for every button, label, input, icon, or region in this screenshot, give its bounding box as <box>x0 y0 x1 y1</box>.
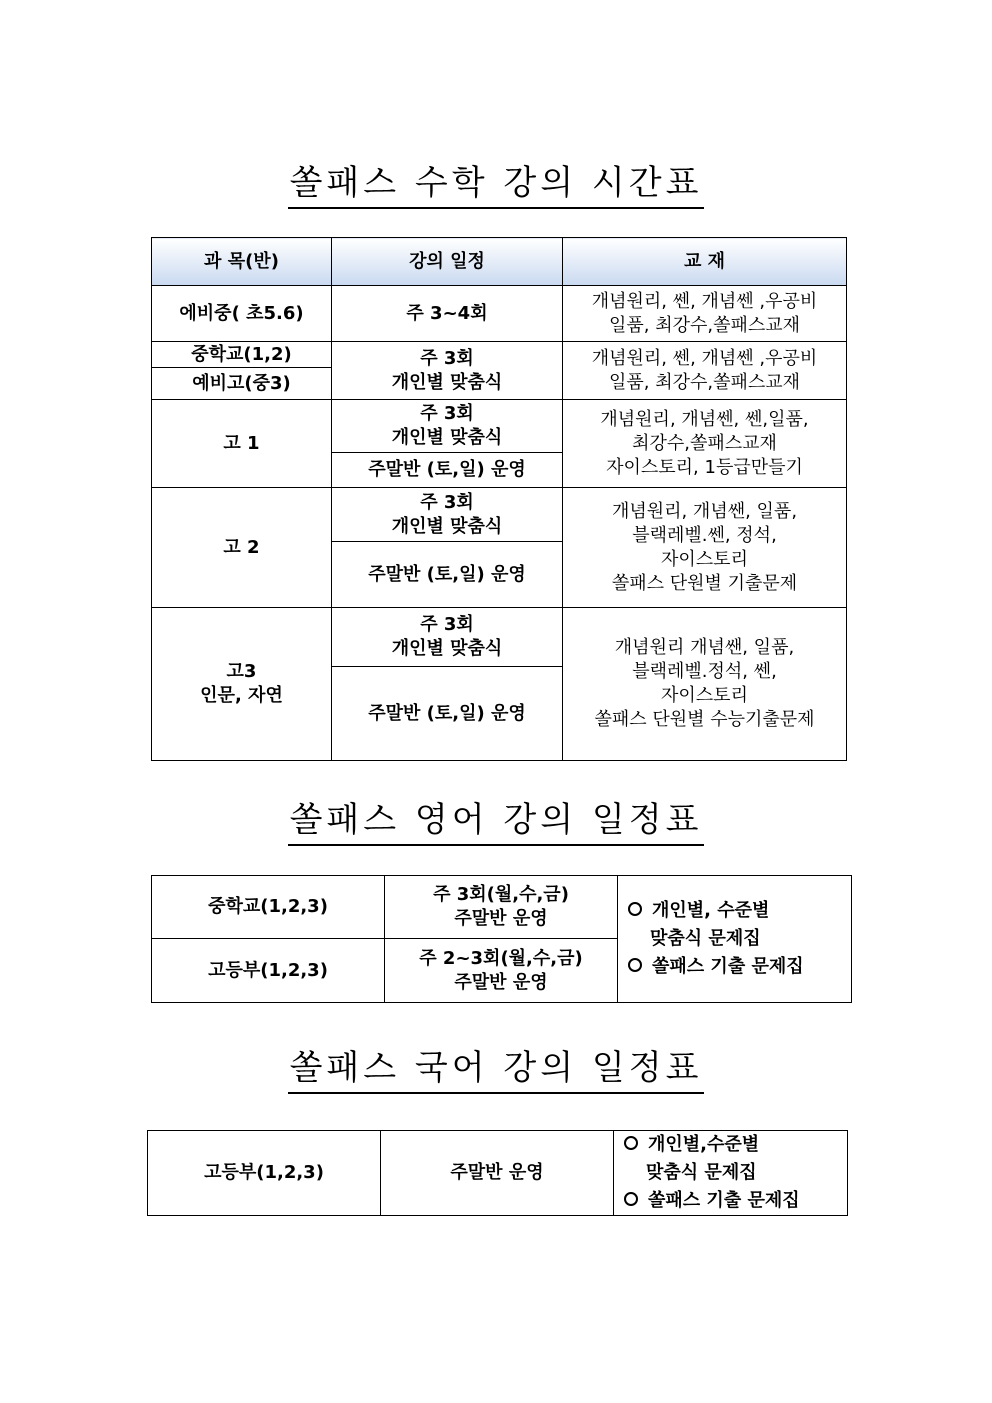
table-row <box>148 1131 848 1216</box>
header-subject: 과 목(반) <box>152 238 332 286</box>
textbook-cell: 개념원리, 개념쎈, 쎈,일품, 최강수,쏠패스교재 자이스토리, 1등급만들기 <box>563 400 847 488</box>
table-row <box>152 400 847 453</box>
textbook-cell: 개념원리, 쎈, 개념쎈 ,우공비 일품, 최강수,쏠패스교재 <box>563 342 847 400</box>
schedule-cell: 주말반 운영 <box>381 1131 614 1216</box>
table-row <box>152 342 847 368</box>
textbook-cell: 개념원리, 개념쌘, 일품, 블랙레벨.쎈, 정석, 자이스토리 쏠패스 단원별 기출문제 <box>563 488 847 608</box>
subject-cell: 예비고(중3) <box>152 368 332 400</box>
level-cell: 고등부(1,2,3) <box>152 939 385 1003</box>
bullet-icon <box>628 958 642 972</box>
bullet-icon <box>628 902 642 916</box>
textbook-cell: 개인별,수준별 맞춤식 문제집 쏠패스 기출 문제집 <box>614 1131 848 1216</box>
korean-schedule-table <box>147 1130 848 1216</box>
schedule-cell: 주 3회 개인별 맞춤식 <box>332 342 563 400</box>
schedule-cell: 주 3회 개인별 맞춤식 <box>332 608 563 667</box>
subject-cell: 중학교(1,2) <box>152 342 332 368</box>
subject-cell: 에비중( 초5.6) <box>152 286 332 342</box>
weekend-cell: 주말반 (토,일) 운영 <box>332 542 563 608</box>
level-cell: 고등부(1,2,3) <box>148 1131 381 1216</box>
english-title: 쏠패스 영어 강의 일정표 <box>0 792 992 841</box>
schedule-cell: 주 3회(월,수,금) 주말반 운영 <box>385 876 618 939</box>
schedule-cell: 주 3~4회 <box>332 286 563 342</box>
textbook-cell: 개인별, 수준별 맞춤식 문제집 쏠패스 기출 문제집 <box>618 876 852 1003</box>
schedule-cell: 주 2~3회(월,수,금) 주말반 운영 <box>385 939 618 1003</box>
math-title: 쏠패스 수학 강의 시간표 <box>0 155 992 204</box>
table-header-row <box>152 238 847 286</box>
table-row <box>152 286 847 342</box>
bullet-icon <box>624 1192 638 1206</box>
english-schedule-table <box>151 875 852 1003</box>
schedule-cell: 주 3회 개인별 맞춤식 <box>332 400 563 453</box>
textbook-cell: 개념원리 개념쌘, 일품, 블랙레벨.정석, 쎈, 자이스토리 쏠패스 단원별 수능기출문제 <box>563 608 847 761</box>
bullet-icon <box>624 1136 638 1150</box>
table-row <box>152 876 852 939</box>
table-row <box>152 488 847 542</box>
level-cell: 중학교(1,2,3) <box>152 876 385 939</box>
korean-title: 쏠패스 국어 강의 일정표 <box>0 1040 992 1089</box>
schedule-cell: 주 3회 개인별 맞춤식 <box>332 488 563 542</box>
weekend-cell: 주말반 (토,일) 운영 <box>332 453 563 488</box>
math-schedule-table <box>151 237 847 761</box>
subject-cell: 고3 인문, 자연 <box>152 608 332 761</box>
header-textbook: 교 재 <box>563 238 847 286</box>
header-schedule: 강의 일정 <box>332 238 563 286</box>
weekend-cell: 주말반 (토,일) 운영 <box>332 667 563 761</box>
subject-cell: 고 1 <box>152 400 332 488</box>
textbook-cell: 개념원리, 쎈, 개념쎈 ,우공비 일품, 최강수,쏠패스교재 <box>563 286 847 342</box>
subject-cell: 고 2 <box>152 488 332 608</box>
table-row <box>152 608 847 667</box>
